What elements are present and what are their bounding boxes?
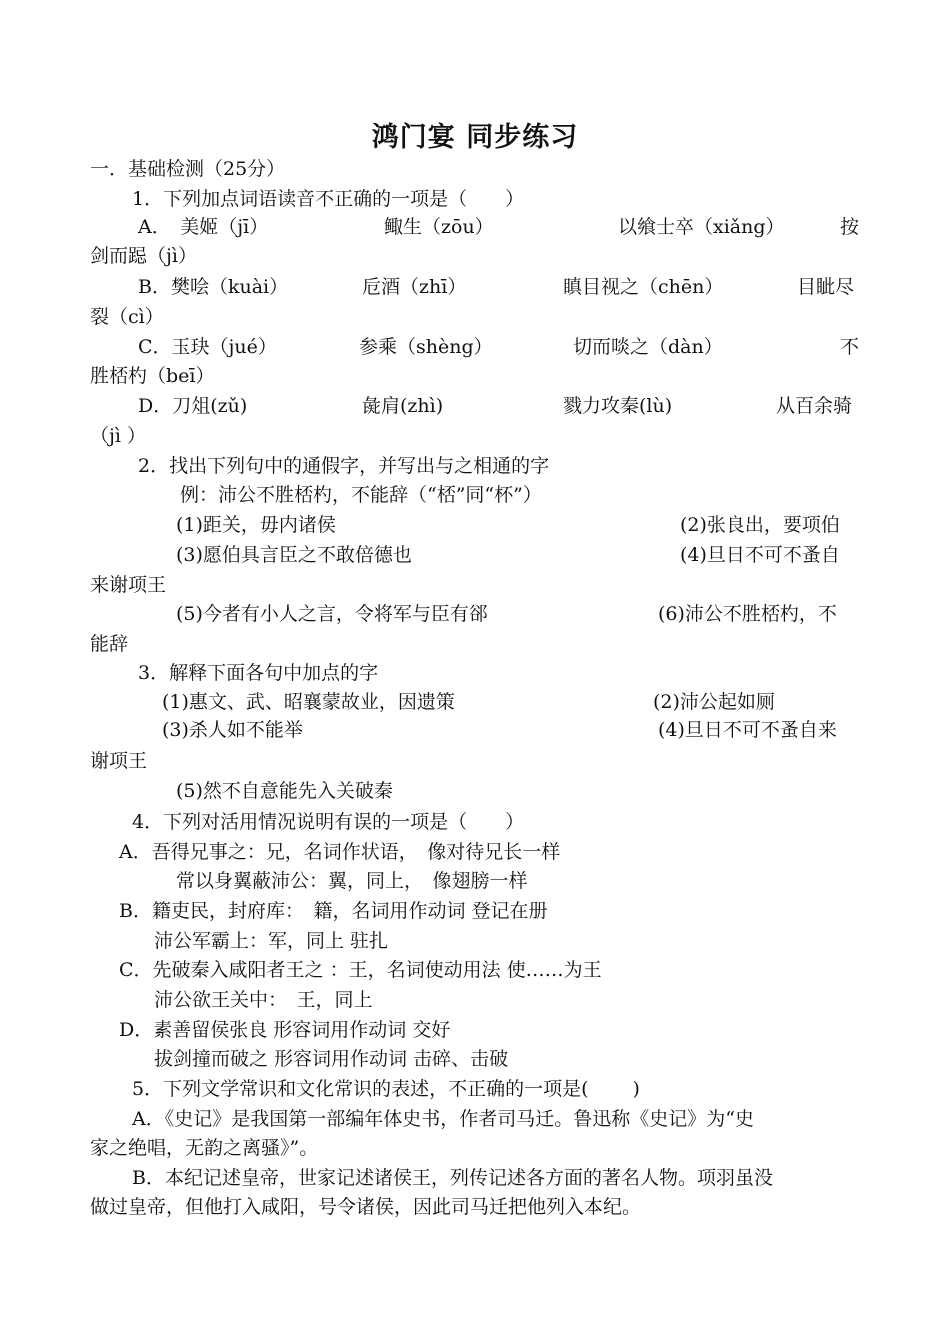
q4-line-2: 常以身翼蔽沛公：翼，同上， 像翅膀一样	[176, 870, 528, 892]
q1-b-1: B．樊哙（kuài）	[138, 276, 289, 298]
q1-d-5: （jì ）	[90, 425, 147, 447]
q2-item-6-cont: 能辞	[90, 633, 129, 655]
q1-a-5: 剑而跽（jì）	[90, 245, 197, 267]
q1-c-2: 参乘（shèng）	[359, 336, 493, 358]
q3-item-4-cont: 谢项王	[90, 750, 148, 772]
q4-line-8: 拔剑撞而破之 形容词用作动词 击碎、击破	[154, 1048, 509, 1070]
q1-d-2: 彘肩(zhì)	[362, 395, 444, 417]
q5-line-2: 家之绝唱，无韵之离骚》”。	[90, 1137, 319, 1159]
q3-stem: 3．解释下面各句中加点的字	[138, 662, 379, 684]
q1-c-4: 不	[840, 336, 860, 358]
q1-c-1: C．玉玦（jué）	[138, 336, 277, 358]
q5-line-3: B．本纪记述皇帝，世家记述诸侯王，列传记述各方面的著名人物。项羽虽没	[132, 1167, 773, 1189]
q2-item-2: (2)张良出，要项伯	[680, 514, 840, 536]
q1-b-4: 目眦尽	[797, 276, 855, 298]
q1-d-3: 戮力攻秦(lù)	[563, 395, 673, 417]
q2-item-3: (3)愿伯具言臣之不敢倍德也	[176, 544, 412, 566]
q4-line-1: A．吾得兄事之：兄，名词作状语， 像对待兄长一样	[119, 841, 561, 863]
q3-item-2: (2)沛公起如厕	[653, 691, 775, 713]
q5-stem: 5．下列文学常识和文化常识的表述，不正确的一项是( )	[132, 1078, 640, 1100]
q2-item-4-cont: 来谢项王	[90, 574, 167, 596]
q1-c-5: 胜桮杓（beī）	[90, 365, 215, 387]
q3-item-1: (1)惠文、武、昭襄蒙故业，因遗策	[162, 691, 455, 713]
q1-c-3: 切而啖之（dàn）	[573, 336, 723, 358]
q4-line-3: B．籍吏民，封府库： 籍，名词用作动词 登记在册	[119, 900, 548, 922]
q1-b-5: 裂（cì）	[90, 306, 164, 328]
q1-a-4: 按	[840, 216, 860, 238]
q4-line-4: 沛公军霸上：军，同上 驻扎	[154, 930, 389, 952]
q4-line-6: 沛公欲王关中： 王，同上	[154, 989, 373, 1011]
q1-b-2: 卮酒（zhī）	[362, 276, 467, 298]
q2-item-5: (5)今者有小人之言，令将军与臣有郤	[176, 603, 488, 625]
q2-item-4: (4)旦日不可不蚤自	[680, 544, 840, 566]
q4-stem: 4．下列对活用情况说明有误的一项是（ ）	[132, 811, 525, 833]
q2-stem: 2．找出下列句中的通假字，并写出与之相通的字	[138, 455, 550, 477]
q5-line-4: 做过皇帝，但他打入咸阳，号令诸侯，因此司马迁把他列入本纪。	[90, 1196, 642, 1218]
q2-item-6: (6)沛公不胜桮杓，不	[658, 603, 837, 625]
q2-example: 例：沛公不胜桮杓，不能辞（“桮”同“杯”）	[180, 484, 542, 506]
q1-d-4: 从百余骑	[776, 395, 853, 417]
q2-item-1: (1)距关，毋内诸侯	[176, 514, 336, 536]
q5-line-1: A．《史记》是我国第一部编年体史书，作者司马迁。鲁迅称《史记》为“史	[132, 1108, 754, 1130]
q3-item-3: (3)杀人如不能举	[162, 719, 303, 741]
q1-b-3: 瞋目视之（chēn）	[563, 276, 724, 298]
q1-a-2: 鲰生（zōu）	[384, 216, 494, 238]
q3-item-5: (5)然不自意能先入关破秦	[176, 780, 393, 802]
section-heading: 一．基础检测（25分）	[90, 158, 286, 180]
q3-item-4: (4)旦日不可不蚤自来	[658, 719, 837, 741]
q1-a-3: 以飨士卒（xiǎng）	[618, 216, 785, 238]
q1-stem: 1．下列加点词语读音不正确的一项是（ ）	[132, 188, 525, 210]
q4-line-7: D．素善留侯张良 形容词用作动词 交好	[119, 1019, 451, 1041]
page-title: 鸿门宴 同步练习	[371, 122, 579, 153]
q1-a-1: A． 美姬（jī）	[138, 216, 269, 238]
q4-line-5: C．先破秦入咸阳者王之 ：王，名词使动用法 使……为王	[119, 959, 602, 981]
q1-d-1: D．刀俎(zǔ)	[138, 395, 248, 417]
